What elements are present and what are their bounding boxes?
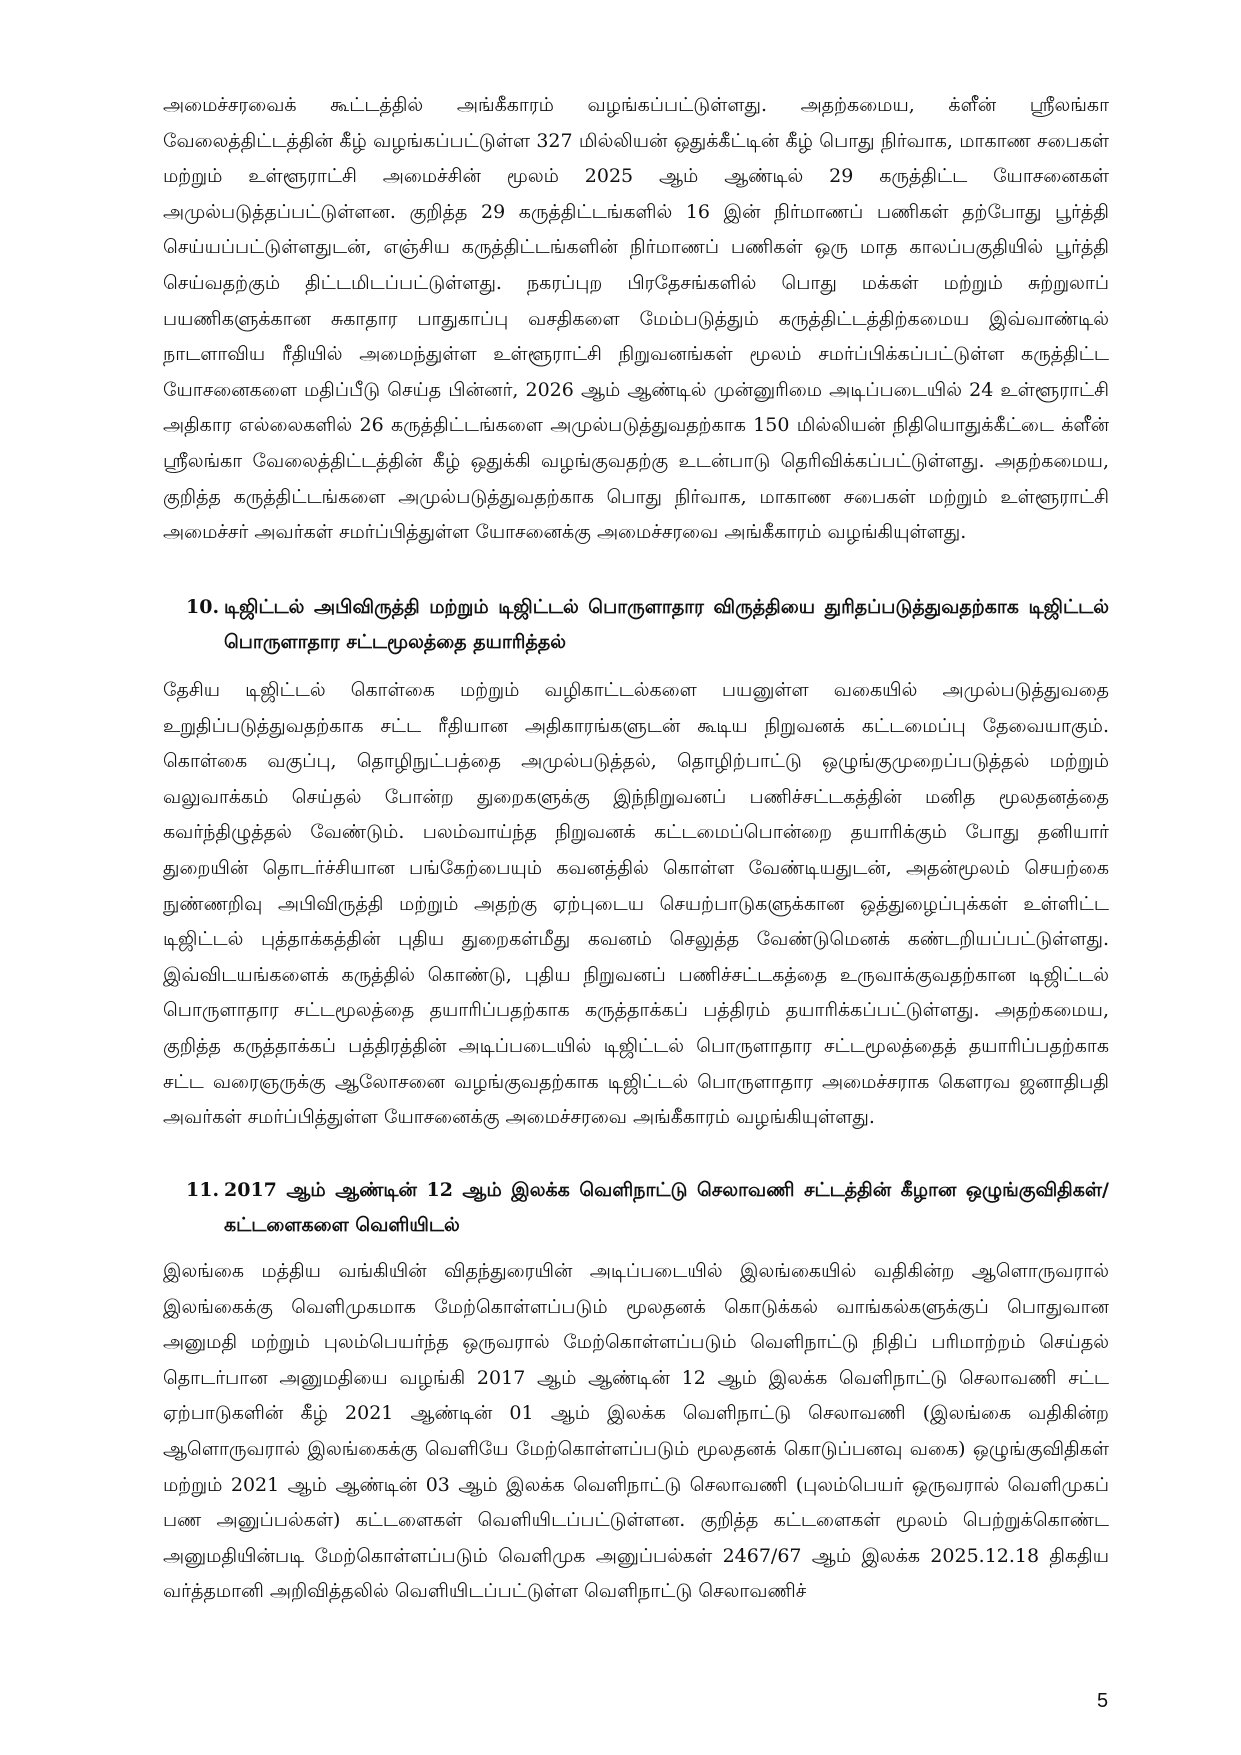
page-number: 5 <box>1097 1690 1109 1712</box>
section-number: 10. <box>186 596 220 618</box>
section-heading-11 <box>186 1173 1109 1243</box>
section-number: 11. <box>186 1179 220 1201</box>
paragraph-foreign-exchange-regulations: இலங்கை மத்திய வங்கியின் விதந்துரையின் அடிப்படையில் இலங்கையில் வதிகின்ற ஆளொருவரால் இலங்கைக்கு வெளிமுகமாக மேற்கொள்ளப்படும் மூலதனக் கொடுக்கல் வாங்கல்களுக்குப் பொதுவான அனுமதி மற்றும் புலம்பெயர்ந்த ஒருவரால் மேற்கொள்ளப்படும் வெளிநாட்டு நிதிப் பரிமாற்றம் செய்தல் தொடர்பான அனுமதியை வழங்கி 2017 ஆம் ஆண்டின் 12 ஆம் இலக்க வெளிநாட்டு செலாவணி சட்ட ஏற்பாடுகளின் கீழ் 2021 ஆண்டின் 01 ஆம் இலக்க வெளிநாட்டு செலாவணி (இலங்கை வதிகின்ற ஆளொருவரால் இலங்கைக்கு வெளியே மேற்கொள்ளப்படும் மூலதனக் கொடுப்பனவு வகை) ஒழுங்குவிதிகள் மற்றும் 2021 ஆம் ஆண்டின் 03 ஆம் இலக்க வெளிநாட்டு செலாவணி (புலம்பெயர் ஒருவரால் வெளிமுகப் பண அனுப்பல்கள்) கட்டளைகள் வெளியிடப்பட்டுள்ளன. குறித்த கட்டளைகள் மூலம் பெற்றுக்கொண்ட அனுமதியின்படி மேற்கொள்ளப்படும் வெளிமுக அனுப்பல்கள் 2467/67 ஆம் இலக்க 2025.12.18 திகதிய வர்த்தமானி அறிவித்தலில் வெளியிடப்பட்டுள்ள வெளிநாட்டு செலாவணிச் <box>163 1260 1109 1603</box>
paragraph-clean-srilanka-projects: அமைச்சரவைக் கூட்டத்தில் அங்கீகாரம் வழங்கப்பட்டுள்ளது. அதற்கமைய, க்ளீன் ஸ்ரீலங்கா வேலைத்திட்டத்தின் கீழ் வழங்கப்பட்டுள்ள 327 மில்லியன் ஒதுக்கீட்டின் கீழ் பொது நிர்வாக, மாகாண சபைகள் மற்றும் உள்ளூராட்சி அமைச்சின் மூலம் 2025 ஆம் ஆண்டில் 29 கருத்திட்ட யோசனைகள் அமுல்படுத்தப்பட்டுள்ளன. குறித்த 29 கருத்திட்டங்களில் 16 இன் நிர்மாணப் பணிகள் தற்போது பூர்த்தி செய்யப்பட்டுள்ளதுடன், எஞ்சிய கருத்திட்டங்களின் நிர்மாணப் பணிகள் ஒரு மாத காலப்பகுதியில் பூர்த்தி செய்வதற்கும் திட்டமிடப்பட்டுள்ளது. நகரப்புற பிரதேசங்களில் பொது மக்கள் மற்றும் சுற்றுலாப் பயணிகளுக்கான சுகாதார பாதுகாப்பு வசதிகளை மேம்படுத்தும் கருத்திட்டத்திற்கமைய இவ்வாண்டில் நாடளாவிய ரீதியில் அமைந்துள்ள உள்ளூராட்சி நிறுவனங்கள் மூலம் சமர்ப்பிக்கப்பட்டுள்ள கருத்திட்ட யோசனைகளை மதிப்பீடு செய்த பின்னர், 2026 ஆம் ஆண்டில் முன்னுரிமை அடிப்படையில் 24 உள்ளூராட்சி அதிகார எல்லைகளில் 26 கருத்திட்டங்களை அமுல்படுத்துவதற்காக 150 மில்லியன் நிதியொதுக்கீட்டை க்ளீன் ஸ்ரீலங்கா வேலைத்திட்டத்தின் கீழ் ஒதுக்கி வழங்குவதற்கு உடன்பாடு தெரிவிக்கப்பட்டுள்ளது. அதற்கமைய, குறித்த கருத்திட்டங்களை அமுல்படுத்துவதற்காக பொது நிர்வாக, மாகாண சபைகள் மற்றும் உள்ளூராட்சி அமைச்சர் அவர்கள் சமர்ப்பித்துள்ள யோசனைக்கு அமைச்சரவை அங்கீகாரம் வழங்கியுள்ளது. <box>163 94 1109 544</box>
section-heading-10 <box>186 590 1109 660</box>
section-title: டிஜிட்டல் அபிவிருத்தி மற்றும் டிஜிட்டல் பொருளாதார விருத்தியை துரிதப்படுத்துவதற்காக டிஜிட்டல் பொருளாதார சட்டமூலத்தை தயாரித்தல் <box>224 596 1109 653</box>
section-title: 2017 ஆம் ஆண்டின் 12 ஆம் இலக்க வெளிநாட்டு செலாவணி சட்டத்தின் கீழான ஒழுங்குவிதிகள்/கட்டளைகளை வெளியிடல் <box>224 1179 1109 1236</box>
paragraph-digital-economy-bill: தேசிய டிஜிட்டல் கொள்கை மற்றும் வழிகாட்டல்களை பயனுள்ள வகையில் அமுல்படுத்துவதை உறுதிப்படுத்துவதற்காக சட்ட ரீதியான அதிகாரங்களுடன் கூடிய நிறுவனக் கட்டமைப்பு தேவையாகும். கொள்கை வகுப்பு, தொழிநுட்பத்தை அமுல்படுத்தல், தொழிற்பாட்டு ஒழுங்குமுறைப்படுத்தல் மற்றும் வலுவாக்கம் செய்தல் போன்ற துறைகளுக்கு இந்நிறுவனப் பணிச்சட்டகத்தின் மனித மூலதனத்தை கவர்ந்திழுத்தல் வேண்டும். பலம்வாய்ந்த நிறுவனக் கட்டமைப்பொன்றை தயாரிக்கும் போது தனியார் துறையின் தொடர்ச்சியான பங்கேற்பையும் கவனத்தில் கொள்ள வேண்டியதுடன், அதன்மூலம் செயற்கை நுண்ணறிவு அபிவிருத்தி மற்றும் அதற்கு ஏற்புடைய செயற்பாடுகளுக்கான ஒத்துழைப்புக்கள் உள்ளிட்ட டிஜிட்டல் புத்தாக்கத்தின் புதிய துறைகள்மீது கவனம் செலுத்த வேண்டுமெனக் கண்டறியப்பட்டுள்ளது. இவ்விடயங்களைக் கருத்தில் கொண்டு, புதிய நிறுவனப் பணிச்சட்டகத்தை உருவாக்குவதற்கான டிஜிட்டல் பொருளாதார சட்டமூலத்தை தயாரிப்பதற்காக கருத்தாக்கப் பத்திரம் தயாரிக்கப்பட்டுள்ளது. அதற்கமைய, குறித்த கருத்தாக்கப் பத்திரத்தின் அடிப்படையில் டிஜிட்டல் பொருளாதார சட்டமூலத்தைத் தயாரிப்பதற்காக சட்ட வரைஞருக்கு ஆலோசனை வழங்குவதற்காக டிஜிட்டல் பொருளாதார அமைச்சராக கௌரவ ஜனாதிபதி அவர்கள் சமர்ப்பித்துள்ள யோசனைக்கு அமைச்சரவை அங்கீகாரம் வழங்கியுள்ளது. <box>163 679 1109 1129</box>
